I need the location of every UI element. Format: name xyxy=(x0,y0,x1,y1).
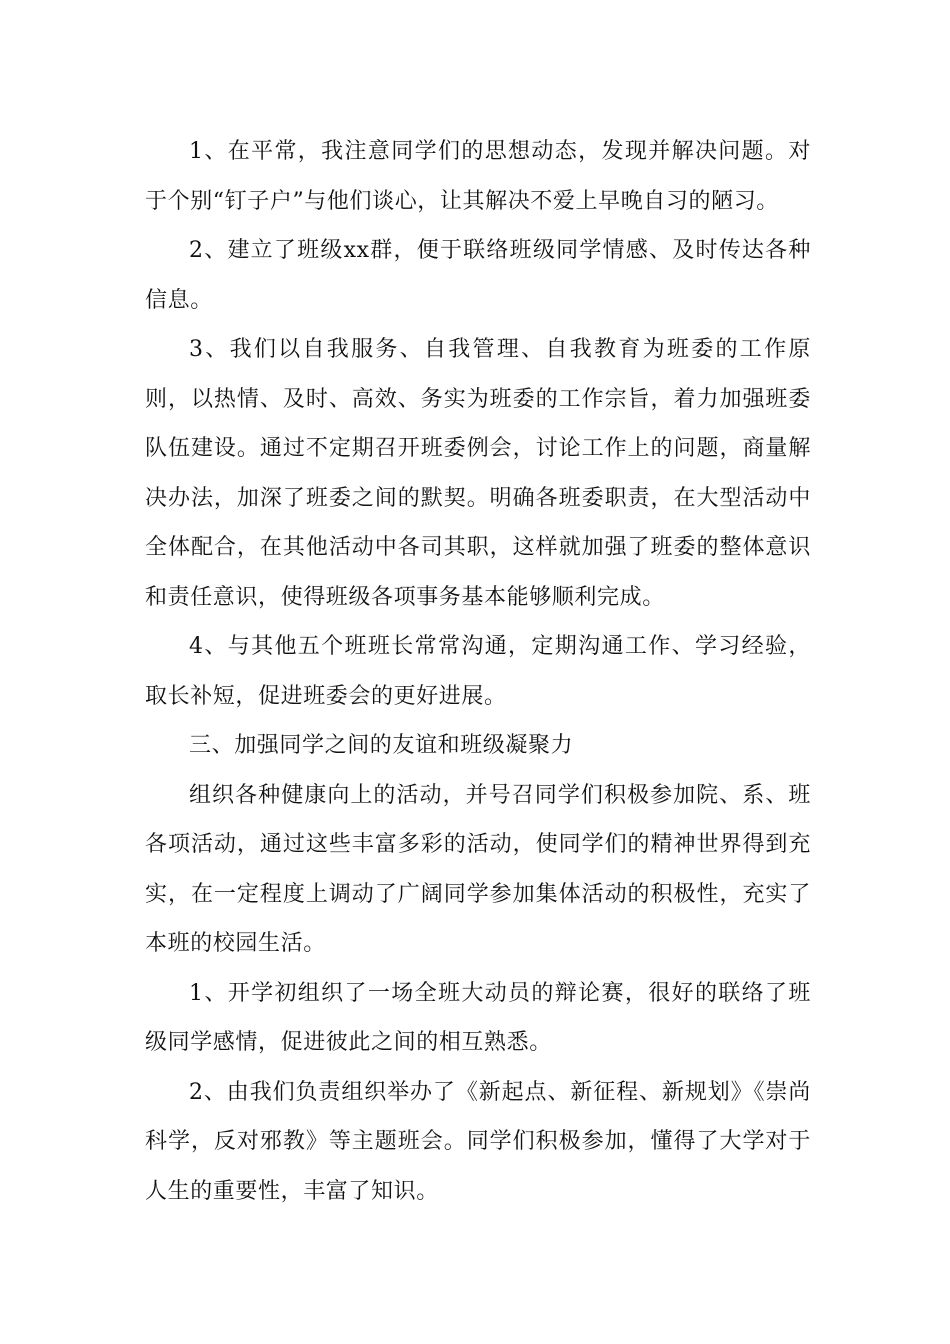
paragraph-3: 3、我们以自我服务、自我管理、自我教育为班委的工作原则，以热情、及时、高效、务实为班委的工作宗旨，着力加强班委队伍建设。通过不定期召开班委例会，讨论工作上的问题，商量解决办法，加深了班委之间的默契。明确各班委职责，在大型活动中全体配合，在其他活动中各司其职，这样就加强了班委的整体意识和责任意识，使得班级各项事务基本能够顺利完成。 xyxy=(145,337,811,610)
section-heading: 三、加强同学之间的友谊和班级凝聚力 xyxy=(189,733,574,758)
paragraph-7: 1、开学初组织了一场全班大动员的辩论赛，很好的联络了班级同学感情，促进彼此之间的相互熟悉。 xyxy=(145,980,811,1055)
paragraph-6: 组织各种健康向上的活动，并号召同学们积极参加院、系、班各项活动，通过这些丰富多彩的活动，使同学们的精神世界得到充实，在一定程度上调动了广阔同学参加集体活动的积极性，充实了本班的校园生活。 xyxy=(145,782,811,956)
document-body xyxy=(145,127,811,1216)
paragraph-4: 4、与其他五个班班长常常沟通，定期沟通工作、学习经验，取长补短，促进班委会的更好进展。 xyxy=(145,634,811,709)
paragraph-2: 2、建立了班级xx群，便于联络班级同学情感、及时传达各种信息。 xyxy=(145,238,811,313)
paragraph-1: 1、在平常，我注意同学们的思想动态，发现并解决问题。对于个别“钉子户”与他们谈心，让其解决不爱上早晚自习的陋习。 xyxy=(145,139,811,214)
paragraph-8: 2、由我们负责组织举办了《新起点、新征程、新规划》《崇尚科学，反对邪教》等主题班会。同学们积极参加，懂得了大学对于人生的重要性，丰富了知识。 xyxy=(145,1079,811,1204)
